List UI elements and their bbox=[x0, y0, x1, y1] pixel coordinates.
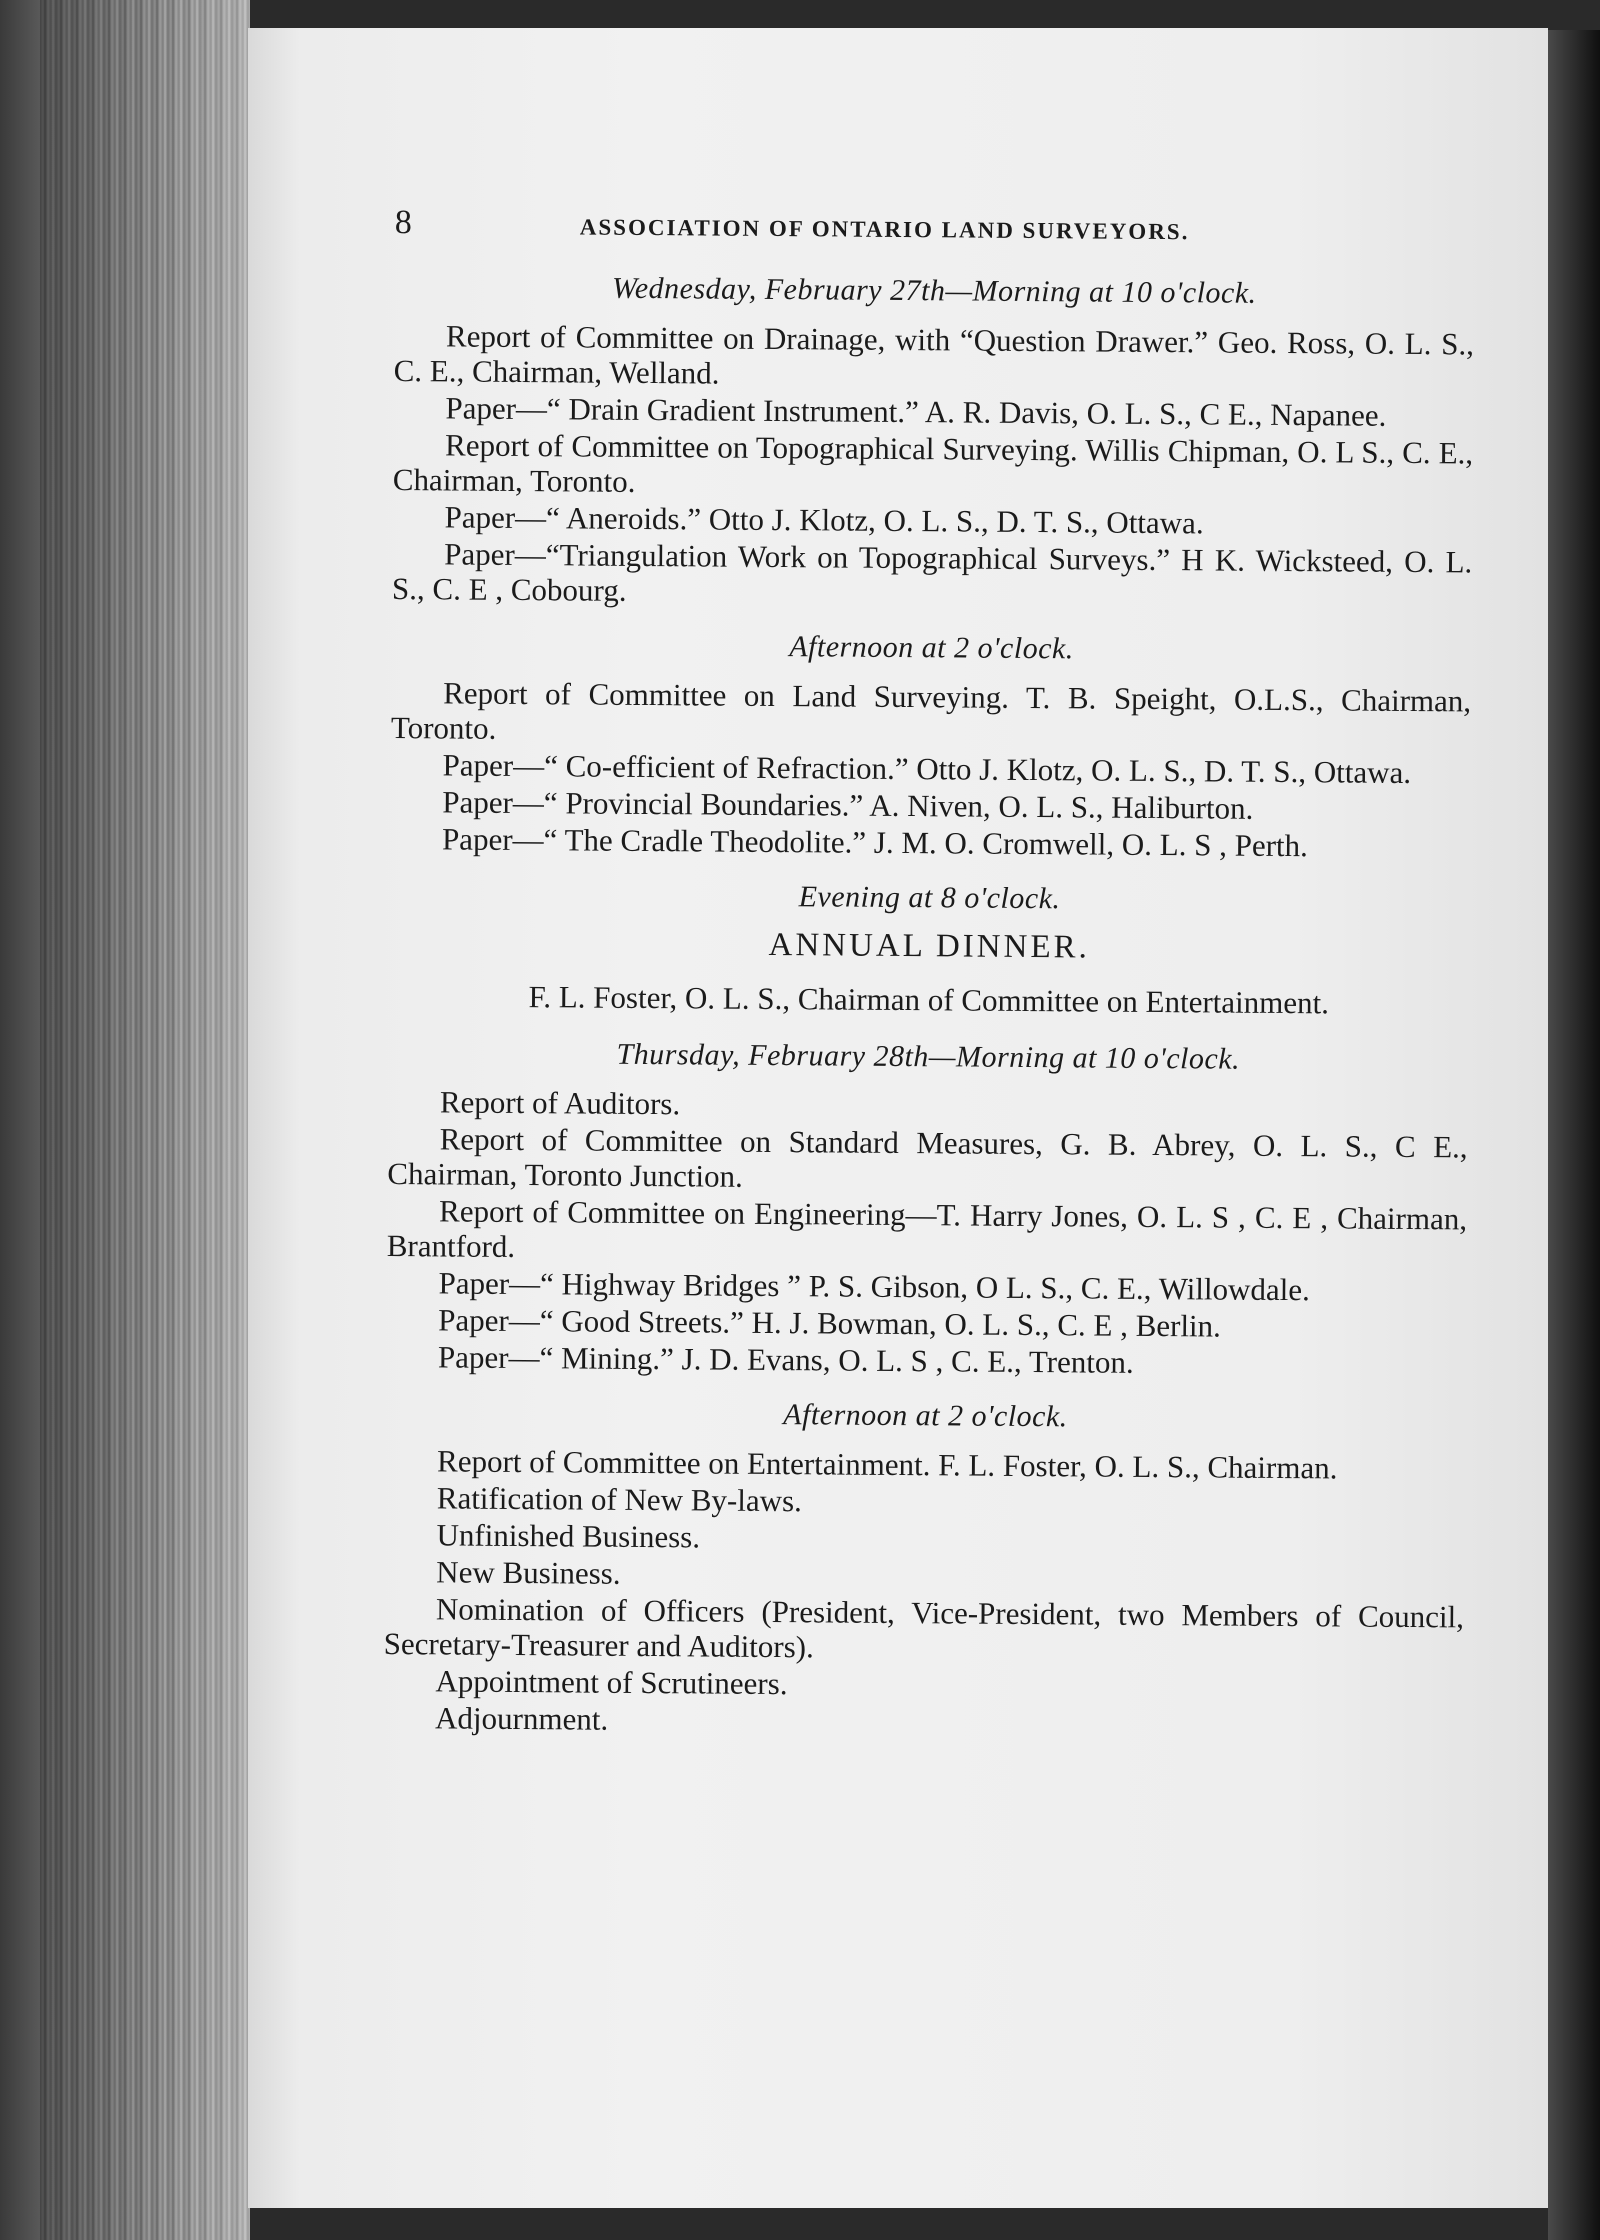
program-item: Nomination of Officers (President, Vice-President, two Members of Council, Secretary-Treasurer and Auditors). bbox=[383, 1591, 1465, 1665]
program-item: Paper—“ Drain Gradient Instrument.” A. R. Davis, O. L. S., C E., Napanee. bbox=[445, 390, 1387, 433]
section-heading-wednesday-morning: Wednesday, February 27th—Morning at 10 o'clock. bbox=[611, 271, 1257, 310]
program-item: Adjournment. bbox=[434, 1700, 609, 1737]
program-item: Report of Committee on Drainage, with “Question Drawer.” Geo. Ross, O. L. S., C. E., Chairman, Welland. bbox=[393, 318, 1475, 391]
program-item: Ratification of New By-laws. bbox=[436, 1480, 803, 1519]
program-item: Paper—“ Co-efficient of Refraction.” Otto J. Klotz, O. L. S., D. T. S., Ottawa. bbox=[442, 747, 1412, 790]
program-item: Paper—“ Good Streets.” H. J. Bowman, O. L. S., C. E , Berlin. bbox=[438, 1302, 1222, 1344]
program-item: Report of Committee on Land Surveying. T. B. Speight, O.L.S., Chairman, Toronto. bbox=[390, 675, 1472, 746]
program-item: Paper—“ Provincial Boundaries.” A. Niven, O. L. S., Haliburton. bbox=[442, 784, 1254, 826]
program-item: Unfinished Business. bbox=[436, 1517, 701, 1555]
annual-dinner-banner: ANNUAL DINNER. bbox=[768, 926, 1090, 966]
book-spine bbox=[0, 0, 44, 2240]
program-item: Report of Committee on Entertainment. F. L. Foster, O. L. S., Chairman. bbox=[437, 1443, 1338, 1486]
section-heading-thursday-morning: Thursday, February 28th—Morning at 10 o'clock. bbox=[616, 1037, 1241, 1076]
page-number: 8 bbox=[394, 204, 413, 242]
page-content bbox=[383, 205, 1475, 1745]
running-head-title: ASSOCIATION OF ONTARIO LAND SURVEYORS. bbox=[579, 214, 1190, 245]
section-heading-thursday-afternoon: Afternoon at 2 o'clock. bbox=[783, 1398, 1068, 1434]
scan-right-edge bbox=[1548, 30, 1600, 2240]
program-item: Paper—“ Mining.” J. D. Evans, O. L. S , C. E., Trenton. bbox=[437, 1339, 1134, 1380]
program-item: Report of Committee on Engineering—T. Harry Jones, O. L. S , C. E , Chairman, Brantford. bbox=[386, 1193, 1468, 1264]
section-heading-wednesday-evening: Evening at 8 o'clock. bbox=[798, 880, 1061, 916]
program-item: Paper—“ The Cradle Theodolite.” J. M. O. Cromwell, O. L. S , Perth. bbox=[441, 821, 1308, 864]
running-head bbox=[395, 205, 1475, 251]
program-item: Paper—“ Aneroids.” Otto J. Klotz, O. L. S., D. T. S., Ottawa. bbox=[444, 499, 1204, 541]
program-item: Report of Committee on Standard Measures, G. B. Abrey, O. L. S., C E., Chairman, Toronto Junction. bbox=[387, 1121, 1468, 1194]
program-item: Report of Committee on Topographical Surveying. Willis Chipman, O. L S., C. E., Chairman, Toronto. bbox=[392, 427, 1474, 499]
entertainment-chairman-line: F. L. Foster, O. L. S., Chairman of Committee on Entertainment. bbox=[528, 979, 1330, 1021]
program-item: Appointment of Scrutineers. bbox=[435, 1663, 788, 1702]
program-item: Report of Auditors. bbox=[439, 1084, 681, 1122]
program-item: New Business. bbox=[436, 1554, 621, 1591]
page-edges bbox=[40, 0, 250, 2240]
section-heading-wednesday-afternoon: Afternoon at 2 o'clock. bbox=[789, 630, 1074, 666]
program-item: Paper—“Triangulation Work on Topographical Surveys.” H K. Wicksteed, O. L. S., C. E , Cobourg. bbox=[391, 536, 1473, 608]
program-item: Paper—“ Highway Bridges ” P. S. Gibson, O L. S., C. E., Willowdale. bbox=[438, 1265, 1310, 1308]
